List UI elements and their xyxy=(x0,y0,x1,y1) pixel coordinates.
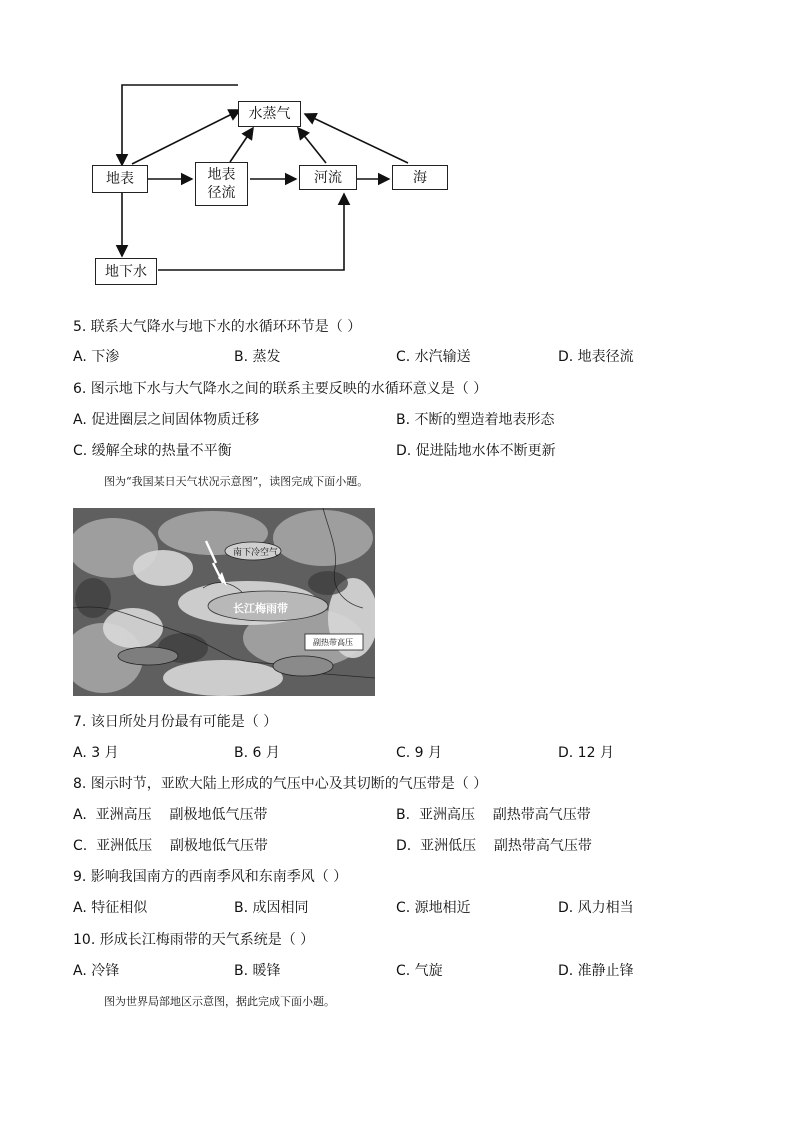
node-label: 地表 xyxy=(207,167,236,183)
option-10-b[interactable]: B. 暖锋 xyxy=(234,963,281,979)
node-sea xyxy=(392,165,448,190)
option-6-a[interactable]: A. 促进圈层之间固体物质迁移 xyxy=(73,412,260,428)
option-8-d[interactable]: D. 亚洲低压 副热带高气压带 xyxy=(396,838,592,854)
option-7-c[interactable]: C. 9 月 xyxy=(396,745,443,761)
label-meiyu-band: 长江梅雨带 xyxy=(233,602,288,615)
question-5-stem: 5. 联系大气降水与地下水的水循环环节是（ ） xyxy=(73,319,362,335)
question-8-stem: 8. 图示时节，亚欧大陆上形成的气压中心及其切断的气压带是（ ） xyxy=(73,776,488,792)
option-7-d[interactable]: D. 12 月 xyxy=(558,745,614,761)
satellite-weather-image xyxy=(73,508,375,696)
option-7-b[interactable]: B. 6 月 xyxy=(234,745,280,761)
question-10-stem: 10. 形成长江梅雨带的天气系统是（ ） xyxy=(73,932,315,948)
option-5-d[interactable]: D. 地表径流 xyxy=(558,349,634,365)
question-9-stem: 9. 影响我国南方的西南季风和东南季风（ ） xyxy=(73,869,348,885)
option-5-a[interactable]: A. 下渗 xyxy=(73,349,120,365)
option-10-d[interactable]: D. 准静止锋 xyxy=(558,963,634,979)
satellite-texture xyxy=(73,508,375,696)
node-label: 河流 xyxy=(314,169,342,186)
node-groundwater xyxy=(95,258,157,285)
low-pressure-ellipse xyxy=(273,656,333,676)
node-water-vapor xyxy=(238,101,301,127)
option-6-c[interactable]: C. 缓解全球的热量不平衡 xyxy=(73,443,232,459)
option-8-a[interactable]: A. 亚洲高压 副极地低气压带 xyxy=(73,807,268,823)
node-surface xyxy=(92,165,148,193)
node-label: 径流 xyxy=(207,185,236,201)
intro-world-map: 图为世界局部地区示意图，据此完成下面小题。 xyxy=(104,995,335,1008)
node-surface-runoff xyxy=(195,162,248,206)
option-5-c[interactable]: C. 水汽输送 xyxy=(396,349,471,365)
label-typhoon: 副热带高压 xyxy=(313,638,353,647)
node-label: 水蒸气 xyxy=(248,106,291,122)
option-6-b[interactable]: B. 不断的塑造着地表形态 xyxy=(396,412,555,428)
node-river xyxy=(299,165,357,190)
node-label: 海 xyxy=(413,169,427,186)
option-6-d[interactable]: D. 促进陆地水体不断更新 xyxy=(396,443,556,459)
option-10-c[interactable]: C. 气旋 xyxy=(396,963,443,979)
option-10-a[interactable]: A. 冷锋 xyxy=(73,963,120,979)
question-7-stem: 7. 该日所处月份最有可能是（ ） xyxy=(73,714,278,730)
option-5-b[interactable]: B. 蒸发 xyxy=(234,349,281,365)
intro-weather-map: 图为“我国某日天气状况示意图”，读图完成下面小题。 xyxy=(104,475,369,488)
node-label: 地表 xyxy=(106,171,134,187)
water-cycle-diagram xyxy=(70,70,470,310)
option-9-c[interactable]: C. 源地相近 xyxy=(396,900,471,916)
option-8-b[interactable]: B. 亚洲高压 副热带高气压带 xyxy=(396,807,591,823)
node-label: 地下水 xyxy=(105,263,147,280)
label-cold-air: 南下冷空气 xyxy=(233,548,279,558)
option-8-c[interactable]: C. 亚洲低压 副极地低气压带 xyxy=(73,838,268,854)
option-9-b[interactable]: B. 成因相同 xyxy=(234,900,309,916)
west-ellipse xyxy=(118,647,178,665)
option-7-a[interactable]: A. 3 月 xyxy=(73,745,119,761)
option-9-d[interactable]: D. 风力相当 xyxy=(558,900,634,916)
option-9-a[interactable]: A. 特征相似 xyxy=(73,900,148,916)
question-6-stem: 6. 图示地下水与大气降水之间的联系主要反映的水循环意义是（ ） xyxy=(73,381,488,397)
